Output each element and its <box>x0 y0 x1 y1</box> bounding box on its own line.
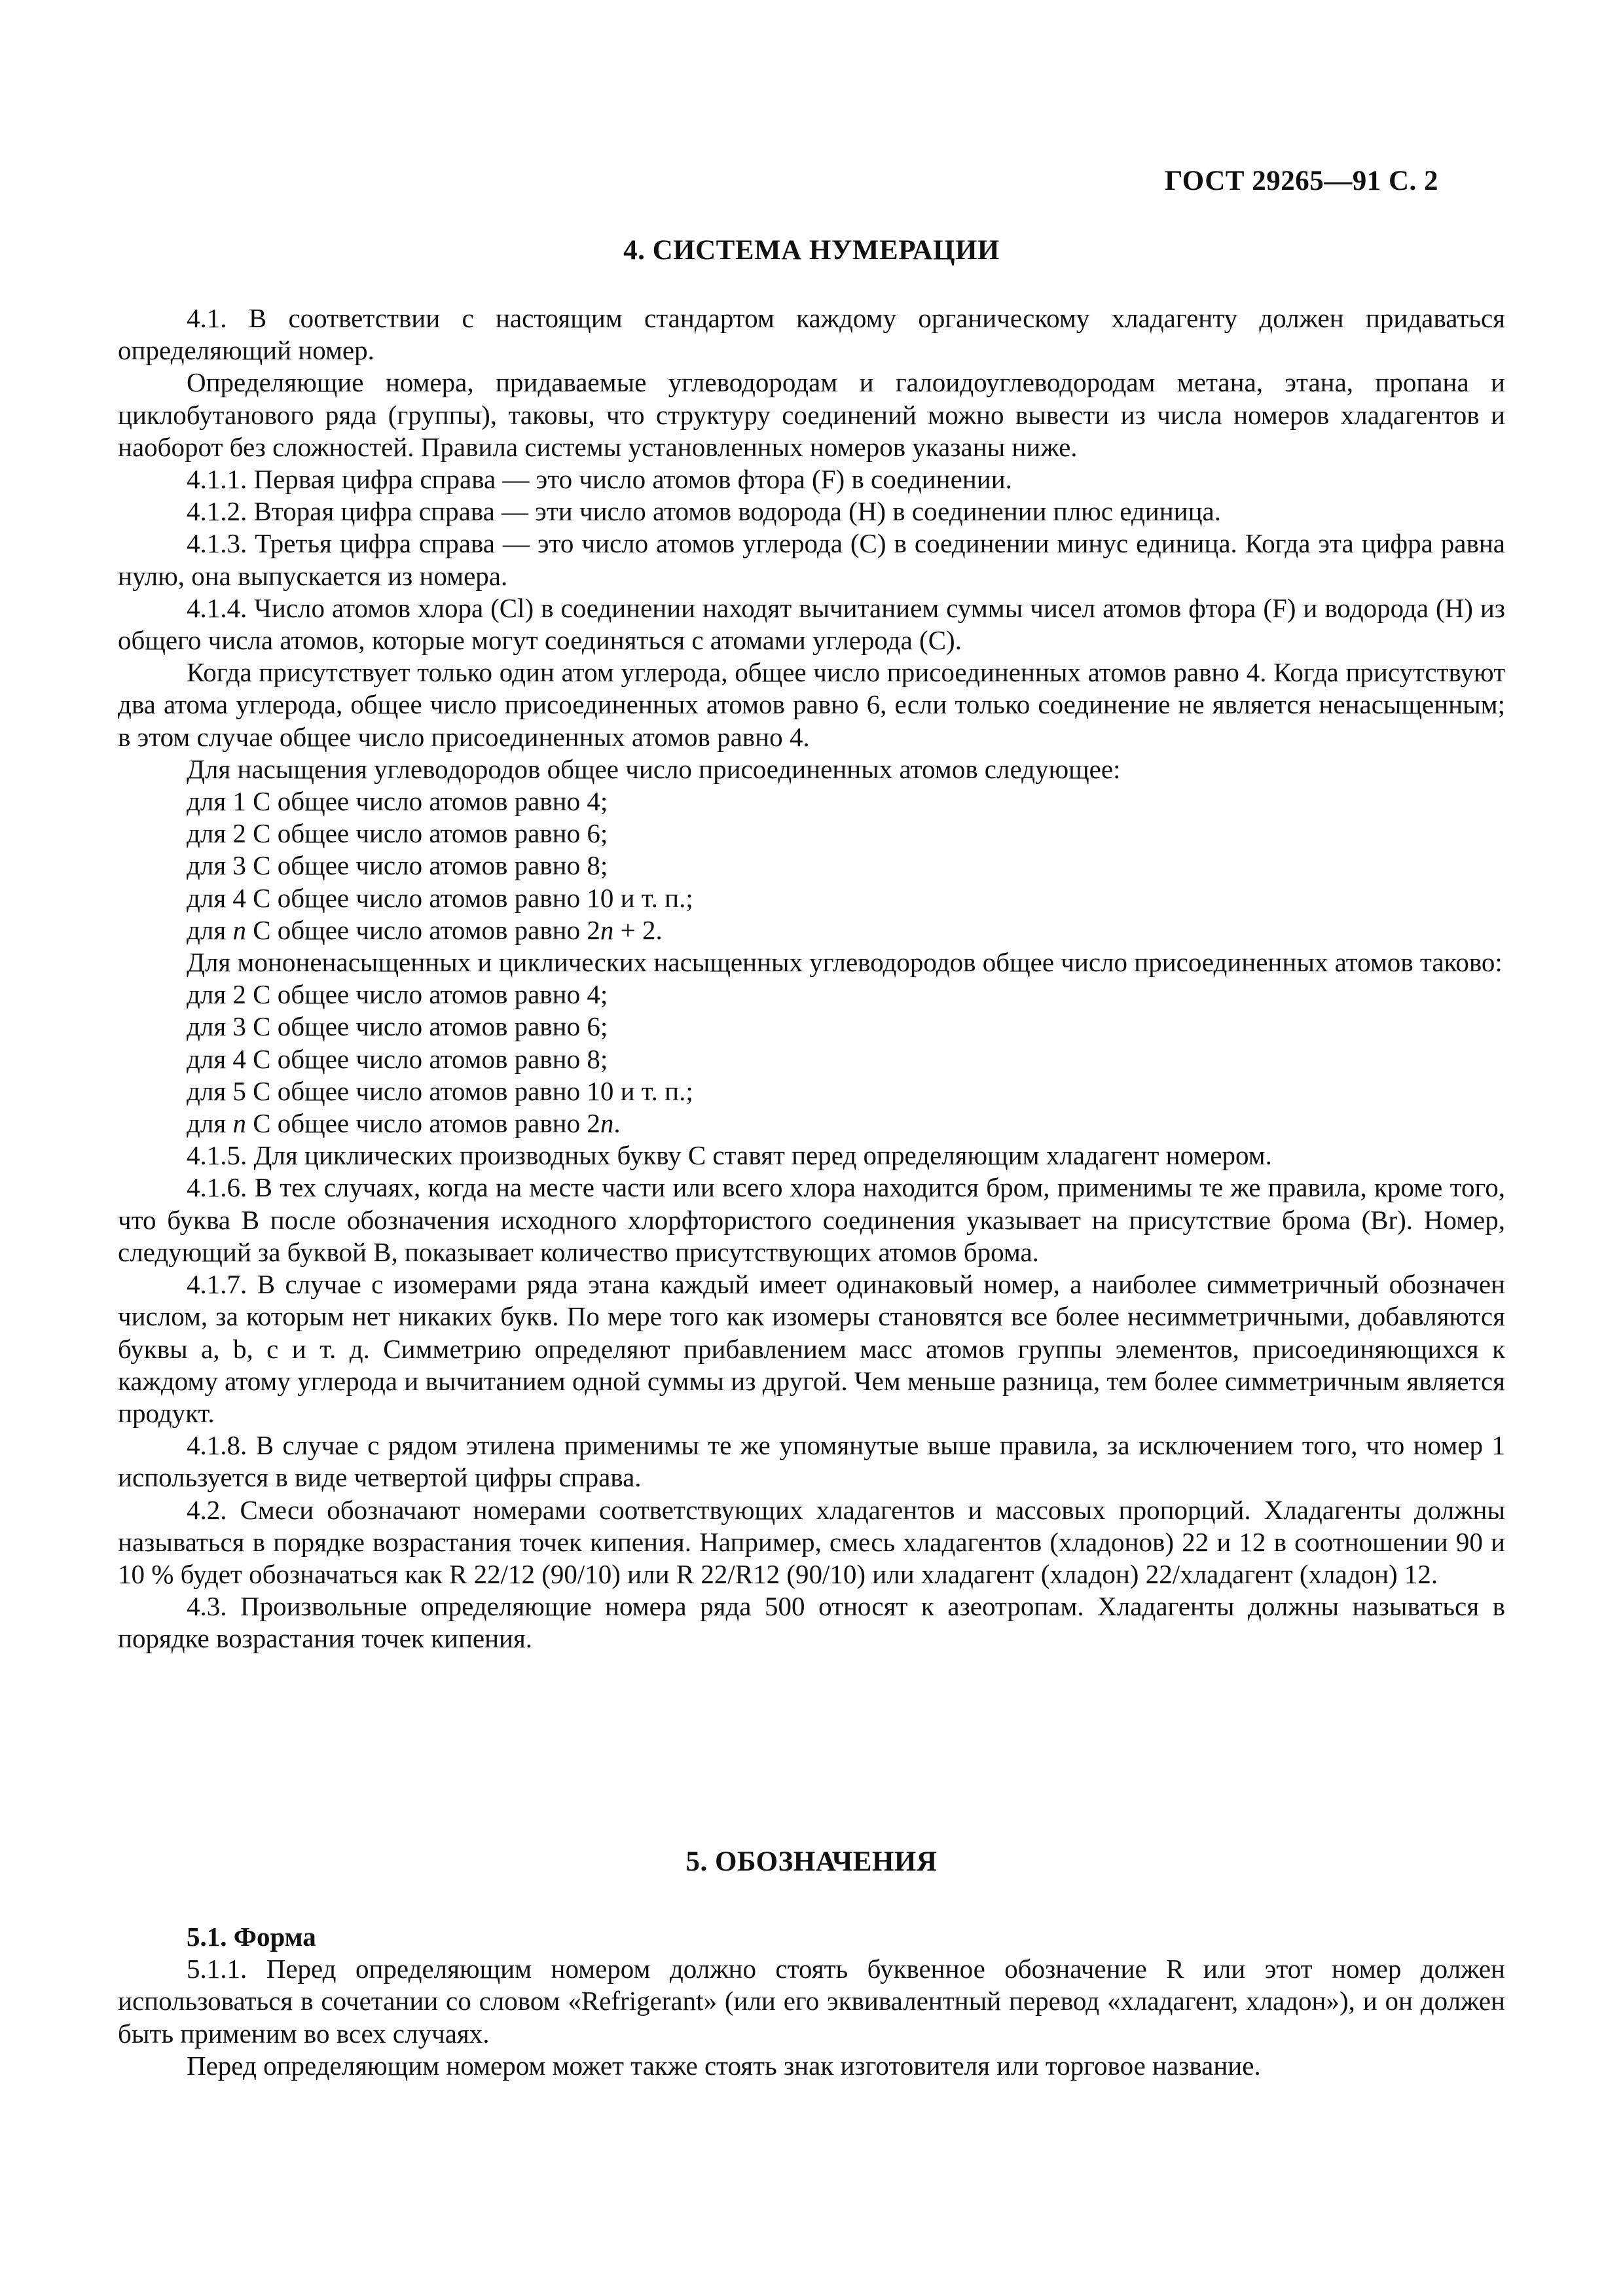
paragraph-4-1-7: 4.1.7. В случае с изомерами ряда этана каждый имеет одинаковый номер, а наиболее симметричный обозначен числом, за которым нет никаких букв. По мере того как изомеры становятся все более несимметричными, добавляются буквы а, b, с и т. д. Симметрию определяют прибавлением масс атомов группы элементов, присоединяющихся к каждому атому углерода и вычитанием одной суммы из другой. Чем меньше разница, тем более симметричным является продукт. <box>118 1269 1505 1428</box>
paragraph-4-2: 4.2. Смеси обозначают номерами соответствующих хладагентов и массовых пропорций. Хладагенты должны называться в порядке возрастания точек кипения. Например, смесь хладагентов (хладонов) 22 и 12 в соотношении 90 и 10 % будет обозначаться как R 22/12 (90/10) или R 22/R12 (90/10) или хладагент (хладон) 22/хладагент (хладон) 12. <box>118 1494 1505 1589</box>
paragraph-intro: Определяющие номера, придаваемые углеводородам и галоидоуглеводородам метана, этана, пропана и циклобутанового ряда (группы), таковы, что структуру соединений можно вывести из числа номеров хладагентов и наоборот без сложностей. Правила системы установленных номеров указаны ниже. <box>118 367 1505 462</box>
saturated-list-item-n <box>118 914 1505 946</box>
formula-variable: n <box>600 1108 614 1139</box>
formula-text: С общее число атомов равно 2 <box>246 1108 600 1139</box>
paragraph-4-1-1: 4.1.1. Первая цифра справа — это число атомов фтора (F) в соединении. <box>187 464 1012 495</box>
unsaturated-list-item-n <box>118 1107 1505 1139</box>
unsaturated-list-item: для 3 С общее число атомов равно 6; <box>187 1011 608 1042</box>
section-5-body <box>118 1921 1505 2082</box>
subsection-5-1-title: 5.1. Форма <box>187 1922 316 1952</box>
formula-text: для <box>187 914 233 945</box>
paragraph-carbon-atoms: Когда присутствует только один атом углерода, общее число присоединенных атомов равно 4. Когда присутствуют два атома углерода, общее число присоединенных атомов равно 6, если только соединение не является ненасыщенным; в этом случае общее число присоединенных атомов равно 4. <box>118 657 1505 752</box>
paragraph-4-1-8: 4.1.8. В случае с рядом этилена применимы те же упомянутые выше правила, за исключением того, что номер 1 используется в виде четвертой цифры справа. <box>118 1430 1505 1493</box>
paragraph-4-1-6: 4.1.6. В тех случаях, когда на месте части или всего хлора находится бром, применимы те же правила, кроме того, что буква В после обозначения исходного хлорфтористого соединения указывает на присутствие брома (Br). Номер, следующий за буквой В, показывает количество присутствующих атомов брома. <box>118 1172 1505 1267</box>
paragraph-4-1: 4.1. В соответствии с настоящим стандартом каждому органическому хладагенту должен придаваться определяющий номер. <box>118 303 1505 366</box>
document-header: ГОСТ 29265—91 С. 2 <box>1164 166 1438 196</box>
formula-text: С общее число атомов равно 2 <box>246 914 600 945</box>
formula-variable: n <box>232 1108 246 1139</box>
formula-text: + 2. <box>613 914 663 945</box>
formula-variable: n <box>232 914 246 945</box>
saturated-list-item: для 1 С общее число атомов равно 4; <box>187 786 608 817</box>
paragraph-manufacturer: Перед определяющим номером может также стоять знак изготовителя или торговое название. <box>187 2050 1261 2081</box>
formula-variable: n <box>600 914 614 945</box>
saturated-list-item: для 3 С общее число атомов равно 8; <box>187 850 608 881</box>
paragraph-unsaturated-intro: Для мононенасыщенных и циклических насыщенных углеводородов общее число присоединенных атомов таково: <box>187 947 1503 978</box>
saturated-list-item: для 4 С общее число атомов равно 10 и т. п.; <box>187 882 693 913</box>
paragraph-4-1-2: 4.1.2. Вторая цифра справа — эти число атомов водорода (Н) в соединении плюс единица. <box>187 496 1221 527</box>
section-5-title: 5. ОБОЗНАЧЕНИЯ <box>685 1846 938 1877</box>
paragraph-4-1-5: 4.1.5. Для циклических производных букву С ставят перед определяющим хладагент номером. <box>187 1140 1272 1171</box>
paragraph-4-1-4: 4.1.4. Число атомов хлора (Cl) в соединении находят вычитанием суммы чисел атомов фтора (F) и водорода (Н) из общего числа атомов, которые могут соединяться с атомами углерода (С). <box>118 592 1505 656</box>
paragraph-4-3: 4.3. Произвольные определяющие номера ряда 500 относят к азеотропам. Хладагенты должны называться в порядке возрастания точек кипения. <box>118 1591 1505 1654</box>
paragraph-5-1-1: 5.1.1. Перед определяющим номером должно стоять буквенное обозначение R или этот номер должен использоваться в сочетании со словом «Refrigerant» (или его эквивалентный перевод «хладагент, хладон»), и он должен быть применим во всех случаях. <box>118 1954 1505 2049</box>
formula-text: для <box>187 1108 233 1139</box>
section-4-title: 4. СИСТЕМА НУМЕРАЦИИ <box>623 235 1000 266</box>
formula-text: . <box>613 1108 621 1139</box>
paragraph-saturated-intro: Для насыщения углеводородов общее число присоединенных атомов следующее: <box>187 753 1121 784</box>
paragraph-4-1-3: 4.1.3. Третья цифра справа — это число атомов углерода (С) в соединении минус единица. Когда эта цифра равна нулю, она выпускается из номера. <box>118 528 1505 591</box>
unsaturated-list-item: для 4 С общее число атомов равно 8; <box>187 1043 608 1074</box>
unsaturated-list-item: для 5 С общее число атомов равно 10 и т. п.; <box>187 1075 693 1106</box>
section-4-body <box>118 302 1505 1655</box>
saturated-list-item: для 2 С общее число атомов равно 6; <box>187 818 608 849</box>
unsaturated-list-item: для 2 С общее число атомов равно 4; <box>187 979 608 1010</box>
